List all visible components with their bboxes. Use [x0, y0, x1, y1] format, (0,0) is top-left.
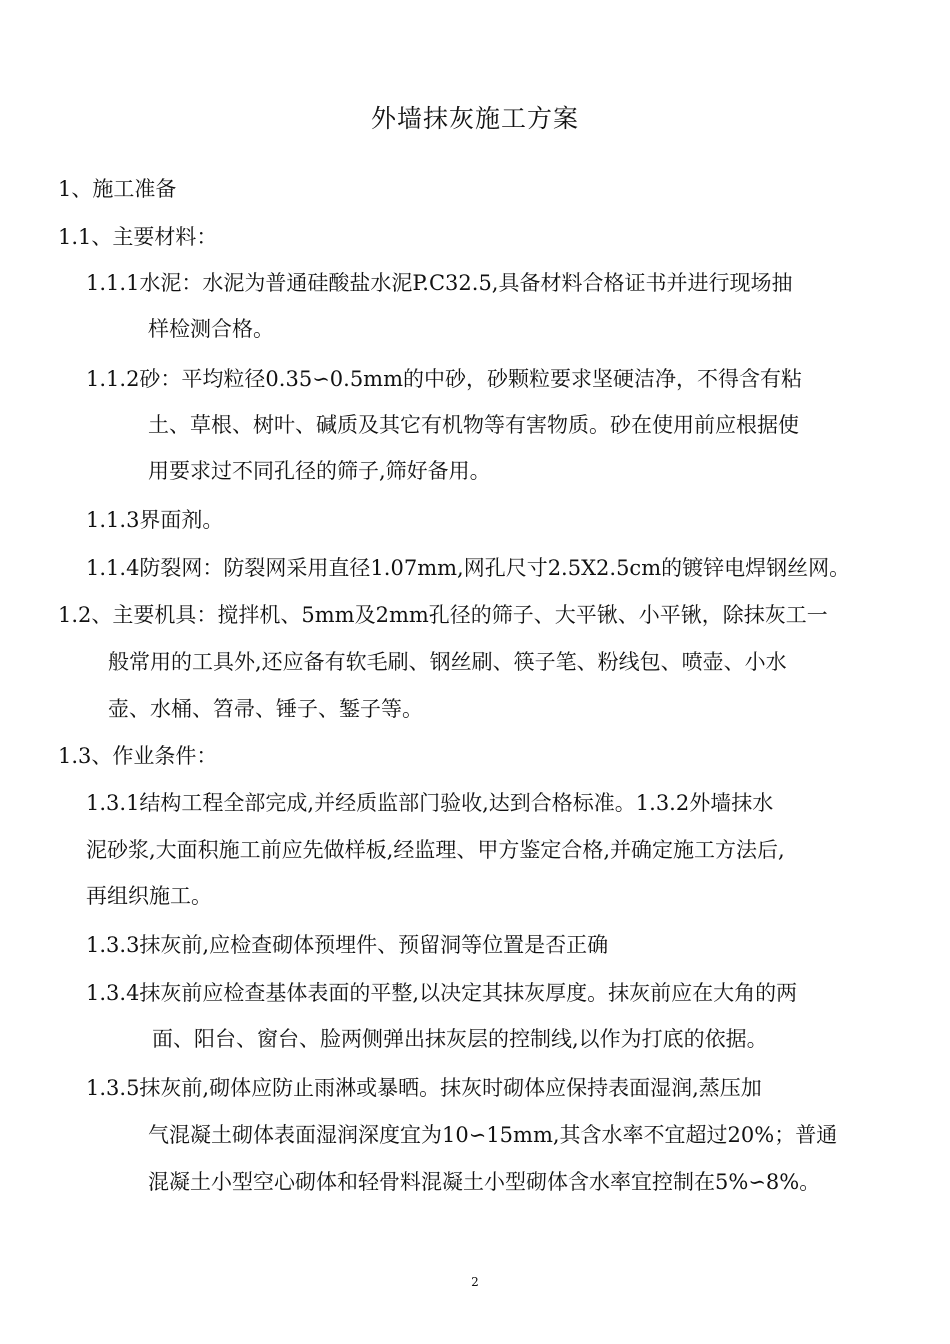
document-title: 外墙抹灰施工方案 — [370, 104, 579, 133]
tools-continued-2: 壶、水桶、笤帚、锤子、錾子等。 — [108, 697, 423, 721]
item-prevent-rain-sun: 1.3.5抹灰前,砌体应防止雨淋或暴晒。抹灰时砌体应保持表面湿润,蒸压加 — [86, 1076, 762, 1100]
heading-main-tools: 1.2、主要机具：搅拌机、5mm及2mm孔径的筛子、大平锹、小平锹，除抹灰工一 — [58, 603, 828, 627]
heading-construction-preparation: 1、施工准备 — [58, 177, 177, 201]
page-number: 2 — [471, 1275, 479, 1289]
item-prevent-rain-sun-continued-1: 气混凝土砌体表面湿润深度宜为10∽15mm,其含水率不宜超过20%；普通 — [148, 1123, 838, 1147]
heading-work-conditions: 1.3、作业条件： — [58, 744, 218, 768]
item-sand-continued-2: 用要求过不同孔径的筛子,筛好备用。 — [148, 459, 491, 483]
item-structure-complete: 1.3.1结构工程全部完成,并经质监部门验收,达到合格标准。1.3.2外墙抹水 — [86, 791, 774, 815]
item-check-flatness: 1.3.4抹灰前应检查基体表面的平整,以决定其抹灰厚度。抹灰前应在大角的两 — [86, 981, 798, 1005]
tools-continued-1: 般常用的工具外,还应备有软毛刷、钢丝刷、筷子笔、粉线包、喷壶、小水 — [108, 650, 787, 674]
item-interface-agent: 1.1.3界面剂。 — [86, 508, 224, 532]
item-sand-continued-1: 土、草根、树叶、碱质及其它有机物等有害物质。砂在使用前应根据使 — [148, 413, 799, 437]
item-structure-continued-1: 泥砂浆,大面积施工前应先做样板,经监理、甲方鉴定合格,并确定施工方法后, — [86, 838, 785, 862]
item-prevent-rain-sun-continued-2: 混凝土小型空心砌体和轻骨料混凝土小型砌体含水率宜控制在5%∽8%。 — [148, 1170, 821, 1194]
item-structure-continued-2: 再组织施工。 — [86, 884, 212, 908]
item-check-flatness-continued: 面、阳台、窗台、脸两侧弹出抹灰层的控制线,以作为打底的依据。 — [152, 1027, 768, 1051]
item-anti-crack-mesh: 1.1.4防裂网：防裂网采用直径1.07mm,网孔尺寸2.5X2.5cm的镀锌电焊钢丝网。 — [86, 556, 851, 580]
heading-main-materials: 1.1、主要材料： — [58, 225, 218, 249]
item-sand: 1.1.2砂：平均粒径0.35∽0.5mm的中砂，砂颗粒要求坚硬洁净，不得含有粘 — [86, 367, 803, 391]
item-cement: 1.1.1水泥：水泥为普通硅酸盐水泥P.C32.5,具备材料合格证书并进行现场抽 — [86, 271, 793, 295]
item-check-embedded-parts: 1.3.3抹灰前,应检查砌体预埋件、预留洞等位置是否正确 — [86, 933, 609, 957]
item-cement-continued: 样检测合格。 — [148, 317, 274, 341]
